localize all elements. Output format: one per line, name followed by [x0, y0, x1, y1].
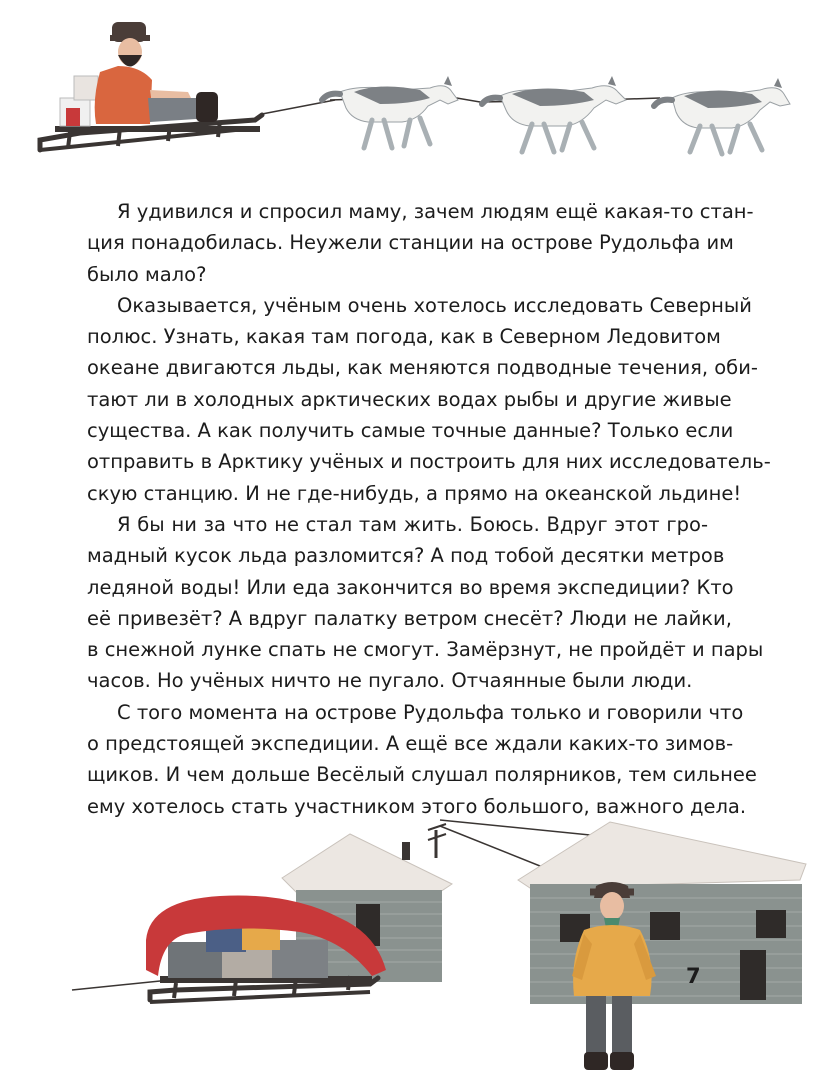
husky-3 [654, 78, 790, 154]
text-line: её привезёт? А вдруг палатку ветром снесёт? Люди не лайки, [87, 606, 732, 630]
text-line: ция понадобилась. Неужели станции на острове Рудольфа им [87, 231, 734, 255]
paragraph-3 [87, 509, 764, 697]
polar-station-illustration [0, 800, 835, 1080]
text-line: тают ли в холодных арктических водах рыбы и другие живые [87, 387, 732, 411]
husky-1 [322, 76, 458, 148]
musher [95, 22, 218, 124]
text-line: о предстоящей экспедиции. А ещё все ждали каких-то зимов- [87, 732, 734, 756]
text-line: часов. Но учёных ничто не пугало. Отчаянные были люди. [87, 669, 693, 693]
page-number: 7 [686, 964, 701, 988]
husky-2 [482, 76, 626, 152]
text-line: ледяной воды! Или еда закончится во время экспедиции? Кто [87, 575, 734, 599]
text-line: ему хотелось стать участником этого большого, важного дела. [87, 794, 747, 818]
text-line: щиков. И чем дольше Весёлый слушал полярников, тем сильнее [87, 763, 757, 787]
text-line: полюс. Узнать, какая там погода, как в Северном Ледовитом [87, 325, 721, 349]
cargo-bundle [60, 76, 98, 126]
text-line: скую станцию. И не где-нибудь, а прямо на океанской льдине! [87, 481, 742, 505]
text-line: океане двигаются льды, как меняются подводные течения, оби- [87, 356, 758, 380]
text-line: Я бы ни за что не стал там жить. Боюсь. Вдруг этот гро- [117, 512, 708, 536]
text-line: С того момента на острове Рудольфа только и говорили что [117, 700, 744, 724]
large-house [518, 822, 806, 1004]
text-line: существа. А как получить самые точные данные? Только если [87, 419, 734, 443]
text-line: в снежной лунке спать не смогут. Замёрзнут, не пройдёт и пары [87, 638, 764, 662]
body-text [87, 196, 771, 822]
text-line: Я удивился и спросил маму, зачем людям ещё какая-то стан- [117, 200, 754, 223]
text-line: было мало? [87, 262, 207, 286]
paragraph-2 [87, 290, 771, 509]
paragraph-1 [87, 196, 754, 290]
dog-sled-illustration [0, 0, 835, 165]
text-line: отправить в Арктику учёных и построить для них исследователь- [87, 450, 771, 474]
text-line: Оказывается, учёным очень хотелось исследовать Северный [117, 293, 752, 317]
text-line: мадный кусок льда разломится? А под тобой десятки метров [87, 544, 725, 568]
